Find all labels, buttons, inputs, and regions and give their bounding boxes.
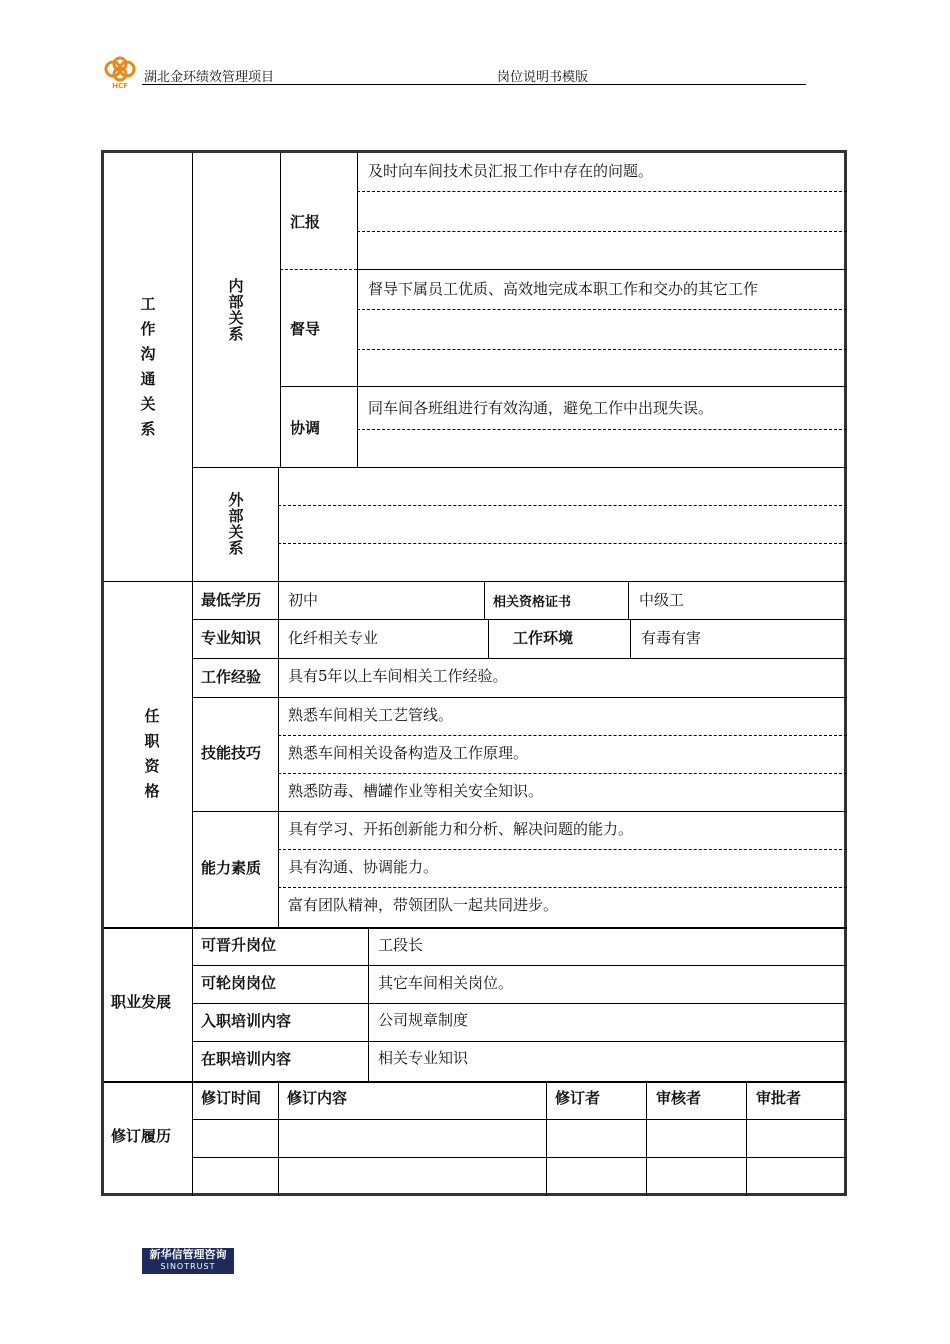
- grid-line: [357, 269, 847, 270]
- grid-line: [628, 581, 629, 619]
- grid-line: [278, 735, 847, 736]
- grid-line: [357, 309, 847, 310]
- grid-line: [192, 1003, 847, 1004]
- supervise-label: 督导: [290, 320, 321, 338]
- experience-value: 具有5年以上车间相关工作经验。: [288, 667, 508, 685]
- grid-line: [104, 581, 847, 582]
- skill-item: 熟悉车间相关设备构造及工作原理。: [288, 744, 529, 762]
- grid-line: [488, 619, 489, 658]
- logo-text: HCF: [112, 82, 128, 90]
- grid-line: [357, 191, 847, 192]
- knowledge-value: 化纤相关专业: [288, 629, 379, 647]
- grid-line: [357, 153, 358, 467]
- supervise-text: 督导下属员工优质、高效地完成本职工作和交办的其它工作: [368, 280, 759, 298]
- grid-line: [104, 1081, 847, 1083]
- grid-line: [192, 1157, 847, 1158]
- grid-line: [192, 1119, 847, 1120]
- revision-header: 修订者: [555, 1089, 601, 1107]
- footer-logo: [142, 1248, 234, 1274]
- grid-line: [278, 581, 279, 927]
- grid-line: [192, 1041, 847, 1042]
- grid-line: [357, 349, 847, 350]
- section-career-label: 职业发展: [111, 993, 172, 1011]
- knowledge-label: 专业知识: [201, 629, 262, 647]
- grid-line: [278, 543, 847, 544]
- footer-logo-line1: 新华信管理咨询: [149, 1248, 227, 1261]
- revision-header: 修订时间: [201, 1089, 262, 1107]
- grid-line: [278, 467, 279, 581]
- grid-line: [630, 619, 631, 658]
- grid-line: [192, 965, 847, 966]
- grid-line: [192, 467, 847, 468]
- grid-line: [646, 1081, 647, 1196]
- grid-line: [368, 927, 369, 1081]
- section-qualification-label: 任 职 资 格: [144, 707, 160, 800]
- career-row-label: 入职培训内容: [201, 1012, 292, 1030]
- report-label: 汇报: [290, 213, 321, 231]
- career-row-value: 工段长: [378, 936, 424, 954]
- company-logo: [100, 56, 140, 90]
- grid-line: [192, 697, 847, 698]
- revision-header: 修订内容: [287, 1089, 348, 1107]
- coordinate-text: 同车间各班组进行有效沟通，避免工作中出现失误。: [368, 399, 714, 417]
- grid-line: [278, 887, 847, 888]
- org-name: 湖北金环绩效管理项目: [144, 70, 275, 85]
- grid-line: [192, 658, 847, 659]
- skill-item: 熟悉车间相关工艺管线。: [288, 706, 454, 724]
- skills-label: 技能技巧: [201, 744, 262, 762]
- experience-label: 工作经验: [201, 668, 262, 686]
- header-rule: [142, 84, 806, 85]
- grid-line: [192, 811, 847, 812]
- grid-line: [278, 1081, 279, 1196]
- grid-line: [280, 153, 281, 467]
- report-text: 及时向车间技术员汇报工作中存在的问题。: [368, 162, 654, 180]
- ability-item: 富有团队精神，带领团队一起共同进步。: [288, 896, 559, 914]
- internal-relations-label: 内 部 关 系: [228, 277, 244, 343]
- education-label: 最低学历: [201, 591, 262, 609]
- career-row-label: 在职培训内容: [201, 1050, 292, 1068]
- cert-value: 中级工: [639, 591, 685, 609]
- skill-item: 熟悉防毒、槽罐作业等相关安全知识。: [288, 782, 544, 800]
- section-revision-label: 修订履历: [111, 1127, 172, 1145]
- revision-header: 审核者: [656, 1089, 702, 1107]
- grid-line: [278, 849, 847, 850]
- grid-line: [278, 773, 847, 774]
- education-value: 初中: [288, 591, 319, 609]
- grid-line: [192, 619, 847, 620]
- grid-line: [278, 505, 847, 506]
- career-row-label: 可轮岗岗位: [201, 974, 277, 992]
- env-label: 工作环境: [513, 629, 574, 647]
- ability-item: 具有学习、开拓创新能力和分析、解决问题的能力。: [288, 820, 634, 838]
- grid-line: [104, 927, 847, 929]
- grid-line: [280, 269, 357, 270]
- grid-line: [357, 231, 847, 232]
- grid-line: [280, 386, 847, 387]
- career-row-value: 公司规章制度: [378, 1011, 469, 1029]
- career-row-value: 相关专业知识: [378, 1049, 469, 1067]
- grid-line: [484, 581, 485, 619]
- doc-title: 岗位说明书模版: [497, 70, 589, 85]
- career-row-value: 其它车间相关岗位。: [378, 974, 514, 992]
- grid-line: [546, 1081, 547, 1196]
- env-value: 有毒有害: [641, 629, 702, 647]
- grid-line: [357, 429, 847, 430]
- career-row-label: 可晋升岗位: [201, 936, 277, 954]
- cert-label: 相关资格证书: [493, 595, 572, 610]
- ability-item: 具有沟通、协调能力。: [288, 858, 439, 876]
- coordinate-label: 协调: [290, 419, 321, 437]
- revision-header: 审批者: [756, 1089, 802, 1107]
- job-description-table: [101, 150, 847, 1196]
- section-communication-label: 工 作 沟 通 关 系: [140, 295, 156, 438]
- ability-label: 能力素质: [201, 859, 262, 877]
- external-relations-label: 外 部 关 系: [228, 491, 244, 557]
- footer-logo-line2: SINOTRUST: [160, 1262, 216, 1271]
- grid-line: [746, 1081, 747, 1196]
